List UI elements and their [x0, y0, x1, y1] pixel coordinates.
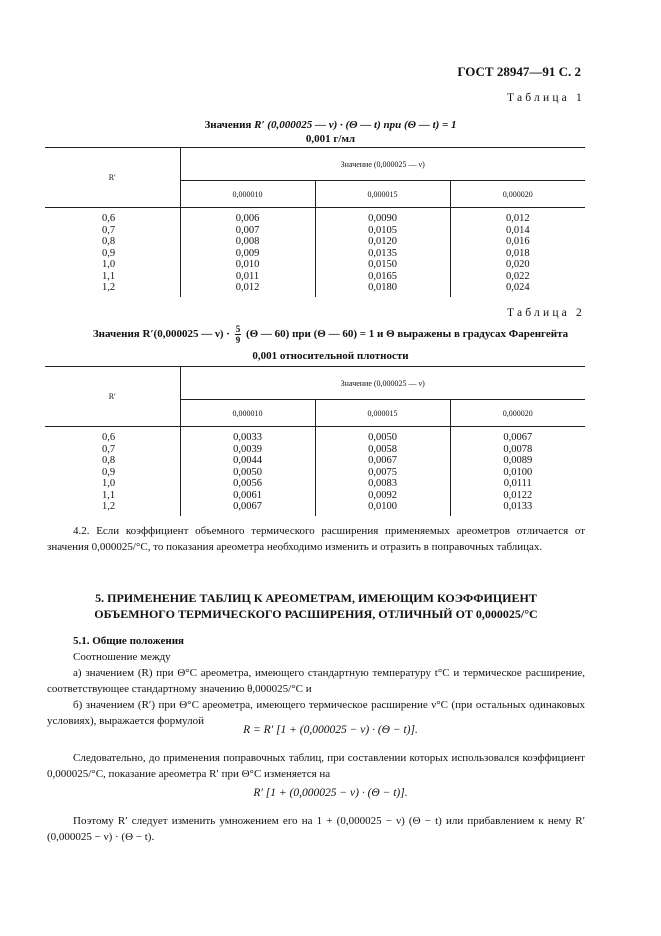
table-cell: 0,8 [102, 455, 116, 466]
formula-2 [0, 787, 661, 799]
table-cell: 0,0044 [233, 455, 262, 466]
table-cell: 0,0120 [368, 236, 397, 247]
table1-col2-values [315, 208, 450, 297]
table-cell: 0,0067 [368, 455, 397, 466]
table-cell: 0,0165 [368, 270, 397, 282]
table-cell: 0,0033 [233, 432, 262, 443]
table2-title-line2: 0,001 относительной плотности [252, 350, 409, 362]
table-cell: 0,0078 [503, 443, 533, 455]
table-cell: 0,7 [102, 224, 116, 236]
table-cell: 0,0133 [503, 501, 533, 512]
table-cell: 0,0050 [368, 432, 397, 443]
table2-subcol-1: 0,000010 [180, 400, 315, 427]
table-cell: 0,0105 [368, 224, 397, 236]
table-cell: 0,012 [235, 282, 260, 293]
table-cell: 0,0039 [233, 443, 262, 455]
table-cell: 0,0180 [368, 282, 397, 293]
table2-title-pre: Значения R′(0,000025 — ν) · [92, 328, 230, 341]
subsection-5-1-title: 5.1. Общие положения [73, 635, 184, 647]
table-cell: 0,009 [235, 247, 260, 259]
table2-label: Таблица 2 [507, 307, 585, 319]
paragraph-therefore: Поэтому R′ следует изменить умножением его на 1 + (0,000025 − ν) (Θ − t) или прибавлением к нему R′ (0,000025 − ν) · (Θ − t). [47, 815, 585, 843]
table-cell: 0,0075 [368, 466, 397, 478]
table-cell: 0,0092 [368, 489, 397, 501]
table-cell: 0,0135 [368, 247, 397, 259]
formula-1 [0, 724, 661, 736]
table2-subcol-3: 0,000020 [450, 400, 585, 427]
section5-title-line1: 5. ПРИМЕНЕНИЕ ТАБЛИЦ К АРЕОМЕТРАМ, ИМЕЮЩИМ КОЭФФИЦИЕНТ [95, 591, 537, 605]
table-cell: 0,0122 [503, 489, 533, 501]
table-cell: 0,0058 [368, 443, 397, 455]
table1-subcol-3: 0,000020 [450, 181, 585, 208]
table-cell: 0,007 [235, 224, 260, 236]
fraction-numerator: 5 [235, 324, 241, 334]
table-cell: 0,6 [102, 213, 116, 224]
table-cell: 0,9 [102, 466, 116, 478]
table2-col1-values [180, 427, 315, 516]
table-cell: 0,0090 [368, 213, 397, 224]
table2-col3-values [450, 427, 585, 516]
table1-title [0, 118, 661, 146]
table-cell: 0,6 [102, 432, 116, 443]
table-cell: 0,012 [505, 213, 530, 224]
fraction-denominator: 9 [235, 335, 241, 345]
table2-col2-values [315, 427, 450, 516]
table2-title-fraction [235, 324, 242, 345]
table1-col-group: Значение (0,000025 — ν) [180, 148, 585, 181]
table-cell: 0,006 [235, 213, 260, 224]
table1-title-line2: 0,001 г/мл [305, 133, 356, 145]
table2-title-post: (Θ — 60) при (Θ — 60) = 1 и Θ выражены в градусах Фаренгейта [245, 328, 569, 341]
table-cell: 1,1 [102, 270, 116, 282]
table-cell: 0,0056 [233, 478, 262, 489]
table-cell: 0,014 [505, 224, 530, 236]
table-cell: 0,7 [102, 443, 116, 455]
table-cell: 0,8 [102, 236, 116, 247]
formula-2-text: R′ [1 + (0,000025 − ν) · (Θ − t)]. [253, 787, 408, 799]
formula-1-text: R = R′ [1 + (0,000025 − ν) · (Θ − t)]. [243, 724, 418, 736]
table-cell: 0,010 [235, 259, 260, 270]
table-cell: 0,016 [505, 236, 530, 247]
table2-col-group: Значение (0,000025 — ν) [180, 367, 585, 400]
table-cell: 0,0111 [503, 478, 532, 489]
page-header: ГОСТ 28947—91 С. 2 [457, 64, 581, 79]
table1-label: Таблица 1 [507, 92, 585, 104]
table1-title-pre: Значения [204, 119, 255, 131]
table1-col-r: R′ [45, 148, 180, 208]
table1-r-values [45, 208, 180, 297]
table1-subcol-1: 0,000010 [180, 181, 315, 208]
table-cell: 0,022 [505, 270, 530, 282]
table-cell: 1,2 [102, 501, 116, 512]
table2-title [0, 324, 661, 363]
section5-title-line2: ОБЪЕМНОГО ТЕРМИЧЕСКОГО РАСШИРЕНИЯ, ОТЛИЧНЫЙ ОТ 0,000025/°С [94, 607, 538, 621]
table-cell: 0,0061 [233, 489, 262, 501]
section5-title [47, 590, 585, 622]
table-cell: 0,0067 [503, 432, 533, 443]
table1 [45, 147, 585, 297]
table-cell: 0,024 [505, 282, 530, 293]
table-cell: 0,011 [235, 270, 260, 282]
paragraph-4-2: 4.2. Если коэффициент объемного термического расширения применяемых ареометров отличается от значения 0,000025/°С, то показания ареометра необходимо изменить и отразить в поправочных таблицах. [47, 525, 585, 553]
table1-col1-values [180, 208, 315, 297]
paragraph-item-b: б) значением (R′) при Θ°С ареометра, имеющего термическое расширение ν°С (при остальных одинаковых условиях), выражается формулой [47, 699, 585, 727]
table2-r-values [45, 427, 180, 516]
table2-subcol-2: 0,000015 [315, 400, 450, 427]
table-cell: 0,0050 [233, 466, 262, 478]
table-cell: 0,0100 [368, 501, 397, 512]
table-cell: 1,0 [102, 259, 116, 270]
paragraph-relation: Соотношение между [73, 651, 171, 663]
table-cell: 0,018 [505, 247, 530, 259]
table-cell: 1,0 [102, 478, 116, 489]
table1-subcol-2: 0,000015 [315, 181, 450, 208]
paragraph-item-a: а) значением (R) при Θ°С ареометра, имеющего стандартную температуру t°С и термическое расширение, соответствующее стандартному значению θ,000025/°С и [47, 667, 585, 695]
table-cell: 0,0083 [368, 478, 397, 489]
table1-col3-values [450, 208, 585, 297]
table-cell: 0,008 [235, 236, 260, 247]
table-cell: 0,0089 [503, 455, 533, 466]
table1-title-formula: R′ (0,000025 — ν) · (Θ — t) при (Θ — t) = 1 [254, 119, 457, 131]
table-cell: 1,2 [102, 282, 116, 293]
table-cell: 0,0150 [368, 259, 397, 270]
table-cell: 1,1 [102, 489, 116, 501]
table-cell: 0,020 [505, 259, 530, 270]
paragraph-consequently: Следовательно, до применения поправочных таблиц, при составлении которых использовался коэффициент 0,000025/°С, показание ареометра R′ при Θ°С изменяется на [47, 752, 585, 780]
table2-col-r: R′ [45, 367, 180, 427]
table-cell: 0,0100 [503, 466, 533, 478]
table-cell: 0,0067 [233, 501, 262, 512]
table-cell: 0,9 [102, 247, 116, 259]
table2 [45, 366, 585, 516]
section5-body [47, 633, 585, 729]
